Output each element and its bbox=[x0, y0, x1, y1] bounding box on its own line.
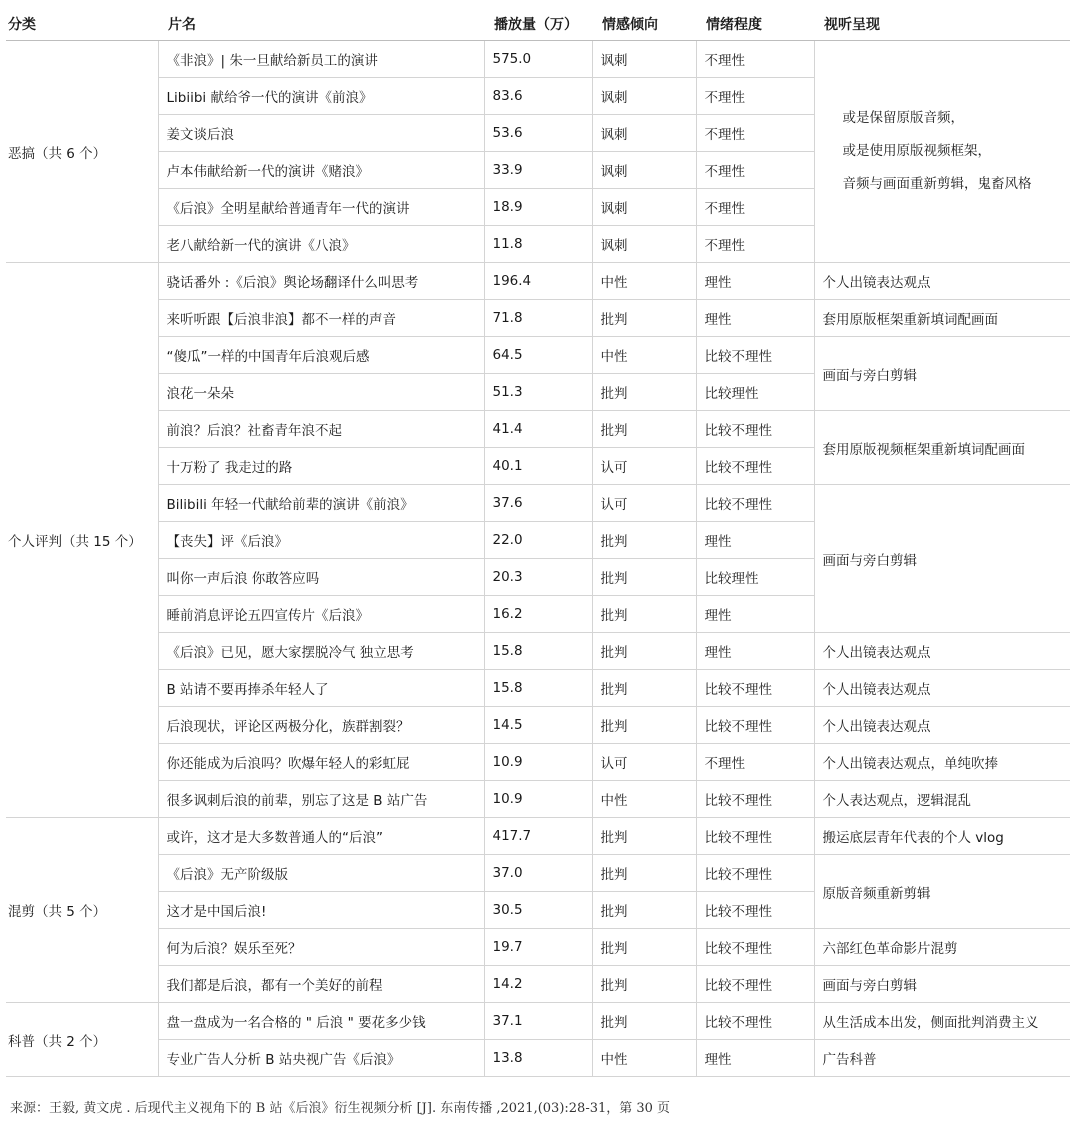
emotion-cell: 理性 bbox=[696, 300, 814, 337]
title-cell: 《后浪》已见，愿大家摆脱冷气 独立思考 bbox=[158, 633, 484, 670]
views-cell: 37.6 bbox=[484, 485, 592, 522]
table-row bbox=[6, 633, 1070, 670]
emotion-cell: 比较不理性 bbox=[696, 448, 814, 485]
presentation-cell: 个人出镜表达观点 bbox=[814, 707, 1070, 744]
title-cell: “傻瓜”一样的中国青年后浪观后感 bbox=[158, 337, 484, 374]
table-row bbox=[6, 818, 1070, 855]
emotion-cell: 比较理性 bbox=[696, 374, 814, 411]
table-header-row bbox=[6, 7, 1070, 41]
title-cell: 卢本伟献给新一代的演讲《赌浪》 bbox=[158, 152, 484, 189]
sentiment-cell: 批判 bbox=[592, 633, 696, 670]
title-cell: B 站请不要再捧杀年轻人了 bbox=[158, 670, 484, 707]
emotion-cell: 不理性 bbox=[696, 115, 814, 152]
title-cell: 我们都是后浪，都有一个美好的前程 bbox=[158, 966, 484, 1003]
presentation-cell bbox=[814, 41, 1070, 263]
emotion-cell: 比较不理性 bbox=[696, 411, 814, 448]
sentiment-cell: 认可 bbox=[592, 744, 696, 781]
sentiment-cell: 讽刺 bbox=[592, 78, 696, 115]
presentation-cell: 画面与旁白剪辑 bbox=[814, 966, 1070, 1003]
category-cell: 恶搞（共 6 个） bbox=[6, 41, 158, 263]
header-category: 分类 bbox=[6, 7, 158, 41]
emotion-cell: 比较不理性 bbox=[696, 929, 814, 966]
presentation-cell: 个人出镜表达观点 bbox=[814, 263, 1070, 300]
presentation-cell: 套用原版视频框架重新填词配画面 bbox=[814, 411, 1070, 485]
emotion-cell: 理性 bbox=[696, 1040, 814, 1077]
title-cell: 或许，这才是大多数普通人的“后浪” bbox=[158, 818, 484, 855]
presentation-cell: 个人出镜表达观点 bbox=[814, 633, 1070, 670]
sentiment-cell: 讽刺 bbox=[592, 189, 696, 226]
emotion-cell: 不理性 bbox=[696, 152, 814, 189]
sentiment-cell: 中性 bbox=[592, 1040, 696, 1077]
table-row bbox=[6, 744, 1070, 781]
emotion-cell: 比较不理性 bbox=[696, 818, 814, 855]
views-cell: 16.2 bbox=[484, 596, 592, 633]
sentiment-cell: 讽刺 bbox=[592, 226, 696, 263]
emotion-cell: 理性 bbox=[696, 633, 814, 670]
sentiment-cell: 批判 bbox=[592, 670, 696, 707]
views-cell: 13.8 bbox=[484, 1040, 592, 1077]
views-cell: 41.4 bbox=[484, 411, 592, 448]
table-row bbox=[6, 855, 1070, 892]
emotion-cell: 比较不理性 bbox=[696, 966, 814, 1003]
title-cell: 前浪？后浪？社畜青年浪不起 bbox=[158, 411, 484, 448]
views-cell: 417.7 bbox=[484, 818, 592, 855]
views-cell: 20.3 bbox=[484, 559, 592, 596]
header-presentation: 视听呈现 bbox=[814, 7, 1070, 41]
presentation-line: 音频与画面重新剪辑，鬼畜风格 bbox=[842, 176, 1032, 192]
sentiment-cell: 中性 bbox=[592, 781, 696, 818]
table-row bbox=[6, 300, 1070, 337]
emotion-cell: 不理性 bbox=[696, 41, 814, 78]
sentiment-cell: 讽刺 bbox=[592, 115, 696, 152]
table-row bbox=[6, 485, 1070, 522]
presentation-cell: 个人表达观点，逻辑混乱 bbox=[814, 781, 1070, 818]
views-cell: 51.3 bbox=[484, 374, 592, 411]
views-cell: 83.6 bbox=[484, 78, 592, 115]
sentiment-cell: 认可 bbox=[592, 448, 696, 485]
views-cell: 22.0 bbox=[484, 522, 592, 559]
views-cell: 10.9 bbox=[484, 781, 592, 818]
sentiment-cell: 批判 bbox=[592, 855, 696, 892]
table-row bbox=[6, 929, 1070, 966]
title-cell: 《非浪》| 朱一旦献给新员工的演讲 bbox=[158, 41, 484, 78]
sentiment-cell: 批判 bbox=[592, 374, 696, 411]
sentiment-cell: 讽刺 bbox=[592, 41, 696, 78]
views-cell: 40.1 bbox=[484, 448, 592, 485]
table-row bbox=[6, 781, 1070, 818]
emotion-cell: 比较不理性 bbox=[696, 892, 814, 929]
sentiment-cell: 批判 bbox=[592, 522, 696, 559]
views-cell: 64.5 bbox=[484, 337, 592, 374]
table-row bbox=[6, 670, 1070, 707]
header-title: 片名 bbox=[158, 7, 484, 41]
presentation-cell: 画面与旁白剪辑 bbox=[814, 337, 1070, 411]
emotion-cell: 比较不理性 bbox=[696, 707, 814, 744]
header-views: 播放量（万） bbox=[484, 7, 592, 41]
emotion-cell: 不理性 bbox=[696, 744, 814, 781]
title-cell: 后浪现状，评论区两极分化，族群割裂？ bbox=[158, 707, 484, 744]
views-cell: 18.9 bbox=[484, 189, 592, 226]
title-cell: 浪花一朵朵 bbox=[158, 374, 484, 411]
views-cell: 10.9 bbox=[484, 744, 592, 781]
views-cell: 30.5 bbox=[484, 892, 592, 929]
sentiment-cell: 批判 bbox=[592, 892, 696, 929]
emotion-cell: 不理性 bbox=[696, 226, 814, 263]
emotion-cell: 比较不理性 bbox=[696, 337, 814, 374]
title-cell: 【丧失】评《后浪》 bbox=[158, 522, 484, 559]
title-cell: 姜文谈后浪 bbox=[158, 115, 484, 152]
title-cell: 来听听跟【后浪非浪】都不一样的声音 bbox=[158, 300, 484, 337]
title-cell: 何为后浪？娱乐至死？ bbox=[158, 929, 484, 966]
emotion-cell: 不理性 bbox=[696, 78, 814, 115]
views-cell: 575.0 bbox=[484, 41, 592, 78]
sentiment-cell: 批判 bbox=[592, 300, 696, 337]
table-row bbox=[6, 337, 1070, 374]
views-cell: 196.4 bbox=[484, 263, 592, 300]
sentiment-cell: 批判 bbox=[592, 596, 696, 633]
table-row bbox=[6, 966, 1070, 1003]
title-cell: 睡前消息评论五四宣传片《后浪》 bbox=[158, 596, 484, 633]
emotion-cell: 比较不理性 bbox=[696, 855, 814, 892]
views-cell: 37.0 bbox=[484, 855, 592, 892]
title-cell: 盘一盘成为一名合格的 " 后浪 " 要花多少钱 bbox=[158, 1003, 484, 1040]
views-cell: 15.8 bbox=[484, 633, 592, 670]
sentiment-cell: 认可 bbox=[592, 485, 696, 522]
emotion-cell: 理性 bbox=[696, 596, 814, 633]
title-cell: Libiibi 献给爷一代的演讲《前浪》 bbox=[158, 78, 484, 115]
presentation-line: 或是使用原版视频框架， bbox=[842, 143, 991, 159]
presentation-cell: 搬运底层青年代表的个人 vlog bbox=[814, 818, 1070, 855]
source-caption: 来源：王毅, 黄文虎 . 后现代主义视角下的 B 站《后浪》衍生视频分析 [J]. 东南传播 ,2021,(03):28-31，第 30 页 bbox=[10, 1101, 671, 1116]
category-cell: 个人评判（共 15 个） bbox=[6, 263, 158, 818]
views-cell: 11.8 bbox=[484, 226, 592, 263]
header-emotion: 情绪程度 bbox=[696, 7, 814, 41]
emotion-cell: 不理性 bbox=[696, 189, 814, 226]
views-cell: 37.1 bbox=[484, 1003, 592, 1040]
views-cell: 14.2 bbox=[484, 966, 592, 1003]
emotion-cell: 理性 bbox=[696, 522, 814, 559]
title-cell: 你还能成为后浪吗？吹爆年轻人的彩虹屁 bbox=[158, 744, 484, 781]
title-cell: 叫你一声后浪 你敢答应吗 bbox=[158, 559, 484, 596]
sentiment-cell: 批判 bbox=[592, 929, 696, 966]
title-cell: 很多讽刺后浪的前辈，别忘了这是 B 站广告 bbox=[158, 781, 484, 818]
table-row bbox=[6, 41, 1070, 78]
sentiment-cell: 批判 bbox=[592, 707, 696, 744]
views-cell: 33.9 bbox=[484, 152, 592, 189]
header-sentiment: 情感倾向 bbox=[592, 7, 696, 41]
presentation-cell: 原版音频重新剪辑 bbox=[814, 855, 1070, 929]
sentiment-cell: 批判 bbox=[592, 966, 696, 1003]
title-cell: 《后浪》无产阶级版 bbox=[158, 855, 484, 892]
presentation-cell: 个人出镜表达观点，单纯吹捧 bbox=[814, 744, 1070, 781]
table-row bbox=[6, 411, 1070, 448]
table-row bbox=[6, 1003, 1070, 1040]
title-cell: 老八献给新一代的演讲《八浪》 bbox=[158, 226, 484, 263]
sentiment-cell: 讽刺 bbox=[592, 152, 696, 189]
table-row bbox=[6, 263, 1070, 300]
emotion-cell: 理性 bbox=[696, 263, 814, 300]
title-cell: 专业广告人分析 B 站央视广告《后浪》 bbox=[158, 1040, 484, 1077]
presentation-line: 或是保留原版音频， bbox=[842, 110, 964, 126]
views-cell: 71.8 bbox=[484, 300, 592, 337]
emotion-cell: 比较不理性 bbox=[696, 1003, 814, 1040]
sentiment-cell: 批判 bbox=[592, 818, 696, 855]
title-cell: 骁话番外 :《后浪》舆论场翻译什么叫思考 bbox=[158, 263, 484, 300]
category-cell: 混剪（共 5 个） bbox=[6, 818, 158, 1003]
sentiment-cell: 中性 bbox=[592, 337, 696, 374]
sentiment-cell: 中性 bbox=[592, 263, 696, 300]
presentation-cell: 画面与旁白剪辑 bbox=[814, 485, 1070, 633]
table-row bbox=[6, 1040, 1070, 1077]
video-table bbox=[6, 7, 1070, 1077]
category-cell: 科普（共 2 个） bbox=[6, 1003, 158, 1077]
sentiment-cell: 批判 bbox=[592, 411, 696, 448]
title-cell: 十万粉了 我走过的路 bbox=[158, 448, 484, 485]
sentiment-cell: 批判 bbox=[592, 1003, 696, 1040]
presentation-cell: 广告科普 bbox=[814, 1040, 1070, 1077]
emotion-cell: 比较不理性 bbox=[696, 485, 814, 522]
views-cell: 53.6 bbox=[484, 115, 592, 152]
title-cell: 这才是中国后浪! bbox=[158, 892, 484, 929]
presentation-cell: 从生活成本出发，侧面批判消费主义 bbox=[814, 1003, 1070, 1040]
views-cell: 15.8 bbox=[484, 670, 592, 707]
presentation-cell: 六部红色革命影片混剪 bbox=[814, 929, 1070, 966]
emotion-cell: 比较不理性 bbox=[696, 670, 814, 707]
title-cell: Bilibili 年轻一代献给前辈的演讲《前浪》 bbox=[158, 485, 484, 522]
title-cell: 《后浪》全明星献给普通青年一代的演讲 bbox=[158, 189, 484, 226]
views-cell: 19.7 bbox=[484, 929, 592, 966]
sentiment-cell: 批判 bbox=[592, 559, 696, 596]
emotion-cell: 比较不理性 bbox=[696, 781, 814, 818]
views-cell: 14.5 bbox=[484, 707, 592, 744]
presentation-cell: 个人出镜表达观点 bbox=[814, 670, 1070, 707]
table-row bbox=[6, 707, 1070, 744]
emotion-cell: 比较理性 bbox=[696, 559, 814, 596]
presentation-cell: 套用原版框架重新填词配画面 bbox=[814, 300, 1070, 337]
